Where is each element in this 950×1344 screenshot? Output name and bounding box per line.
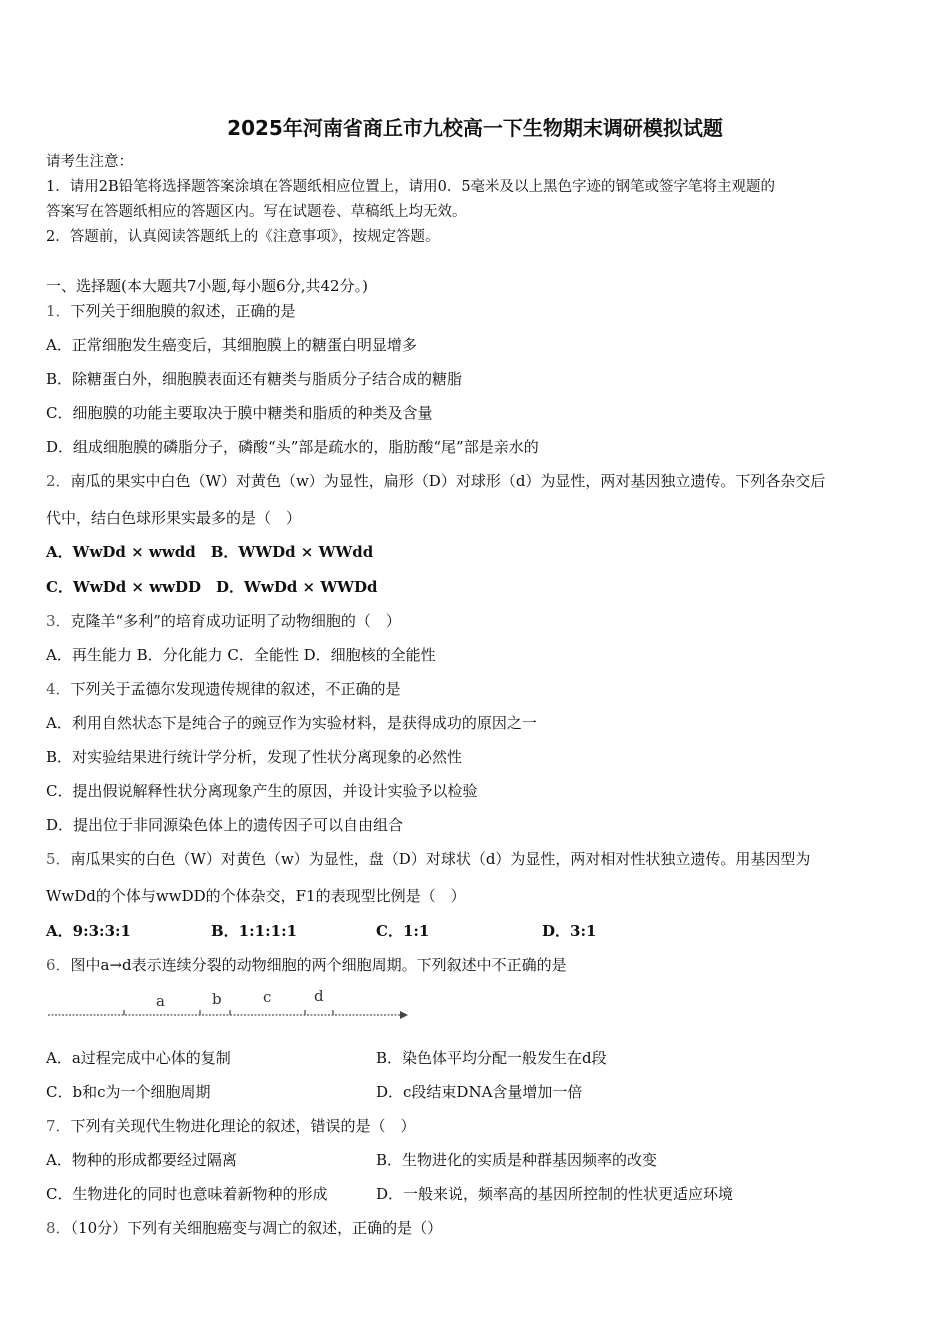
segment-label-a: a (156, 992, 165, 1010)
q4-option-c: C．提出假说解释性状分离现象产生的原因，并设计实验予以检验 (46, 782, 478, 800)
q5-option-c: C．1:1 (376, 922, 430, 940)
question-stem: 下列有关现代生物进化理论的叙述，错误的是（ ） (70, 1117, 416, 1135)
q5-option-d: D．3:1 (542, 922, 597, 940)
segment-label-c: c (263, 988, 272, 1006)
notice-line-3: 2．答题前，认真阅读答题纸上的《注意事项》，按规定答题。 (46, 229, 440, 245)
question-stem: 克隆羊“多利”的培育成功证明了动物细胞的（ ） (70, 612, 401, 630)
question-6 (46, 955, 567, 975)
question-number: 5． (46, 850, 71, 868)
question-number: 8． (46, 1219, 71, 1237)
question-4 (46, 679, 401, 699)
q4-option-a: A．利用自然状态下是纯合子的豌豆作为实验材料，是获得成功的原因之一 (46, 714, 537, 732)
q2-options-ab: A．WwDd × wwdd B．WWDd × WWdd (46, 543, 374, 561)
question-stem: 下列关于孟德尔发现遗传规律的叙述，不正确的是 (70, 680, 401, 698)
question-number: 4． (46, 680, 71, 698)
q1-option-c: C．细胞膜的功能主要取决于膜中糖类和脂质的种类及含量 (46, 404, 433, 422)
question-stem: 南瓜的果实中白色（W）对黄色（w）为显性，扁形（D）对球形（d）为显性，两对基因独立遗传。下列各杂交后 (70, 472, 826, 490)
q6-option-c: C．b和c为一个细胞周期 (46, 1083, 211, 1101)
question-number: 2． (46, 472, 71, 490)
q6-option-d: D．c段结束DNA含量增加一倍 (376, 1083, 583, 1101)
q5-option-b: B．1:1:1:1 (211, 922, 298, 940)
question-number: 7． (46, 1117, 71, 1135)
q4-option-d: D．提出位于非同源染色体上的遗传因子可以自由组合 (46, 816, 404, 834)
q6-option-a: A．a过程完成中心体的复制 (46, 1049, 231, 1067)
q2-stem-cont: 代中，结白色球形果实最多的是（ ） (46, 509, 302, 527)
notice-line-2: 答案写在答题纸相应的答题区内。写在试题卷、草稿纸上均无效。 (46, 204, 467, 220)
q7-option-d: D．一般来说，频率高的基因所控制的性状更适应环境 (376, 1185, 734, 1203)
notice-line-1: 1．请用2B铅笔将选择题答案涂填在答题纸相应位置上，请用0．5毫米及以上黑色字迹的钢笔或签字笔将主观题的 (46, 179, 776, 195)
q1-option-d: D．组成细胞膜的磷脂分子，磷酸“头”部是疏水的，脂肪酸“尾”部是亲水的 (46, 438, 539, 456)
section-heading: 一、选择题(本大题共7小题,每小题6分,共42分。) (46, 277, 368, 295)
q1-option-a: A．正常细胞发生癌变后，其细胞膜上的糖蛋白明显增多 (46, 336, 417, 354)
segment-label-b: b (212, 990, 222, 1008)
q4-option-b: B．对实验结果进行统计学分析，发现了性状分离现象的必然性 (46, 748, 463, 766)
q5-stem-cont: WwDd的个体与wwDD的个体杂交，F1的表现型比例是（ ） (46, 887, 466, 905)
question-stem: 下列关于细胞膜的叙述，正确的是 (70, 302, 296, 320)
timeline-arrowhead (400, 1011, 408, 1019)
cell-cycle-figure (40, 982, 420, 1030)
q7-option-a: A．物种的形成都要经过隔离 (46, 1151, 237, 1169)
q7-option-c: C．生物进化的同时也意味着新物种的形成 (46, 1185, 328, 1203)
question-7 (46, 1116, 416, 1136)
question-8 (46, 1218, 442, 1238)
notice-heading: 请考生注意： (46, 154, 133, 170)
q2-options-cd: C．WwDd × wwDD D．WwDd × WWDd (46, 578, 378, 596)
segment-label-d: d (314, 987, 324, 1005)
question-stem: 南瓜果实的白色（W）对黄色（w）为显性，盘（D）对球状（d）为显性，两对相对性状独立遗传。用基因型为 (70, 850, 811, 868)
question-stem: （10分）下列有关细胞癌变与凋亡的叙述，正确的是（） (70, 1219, 443, 1237)
question-number: 6． (46, 956, 71, 974)
question-stem: 图中a→d表示连续分裂的动物细胞的两个细胞周期。下列叙述中不正确的是 (70, 956, 567, 974)
question-number: 3． (46, 612, 71, 630)
question-1 (46, 301, 296, 321)
q1-option-b: B．除糖蛋白外，细胞膜表面还有糖类与脂质分子结合成的糖脂 (46, 370, 463, 388)
question-5 (46, 849, 810, 869)
question-number: 1． (46, 302, 71, 320)
question-3 (46, 611, 401, 631)
q5-option-a: A．9:3:3:1 (46, 922, 131, 940)
question-2 (46, 471, 825, 491)
q7-option-b: B．生物进化的实质是种群基因频率的改变 (376, 1151, 658, 1169)
q6-option-b: B．染色体平均分配一般发生在d段 (376, 1049, 607, 1067)
q3-options: A．再生能力 B．分化能力 C．全能性 D．细胞核的全能性 (46, 646, 436, 664)
page-title: 2025年河南省商丘市九校高一下生物期末调研模拟试题 (227, 116, 723, 140)
